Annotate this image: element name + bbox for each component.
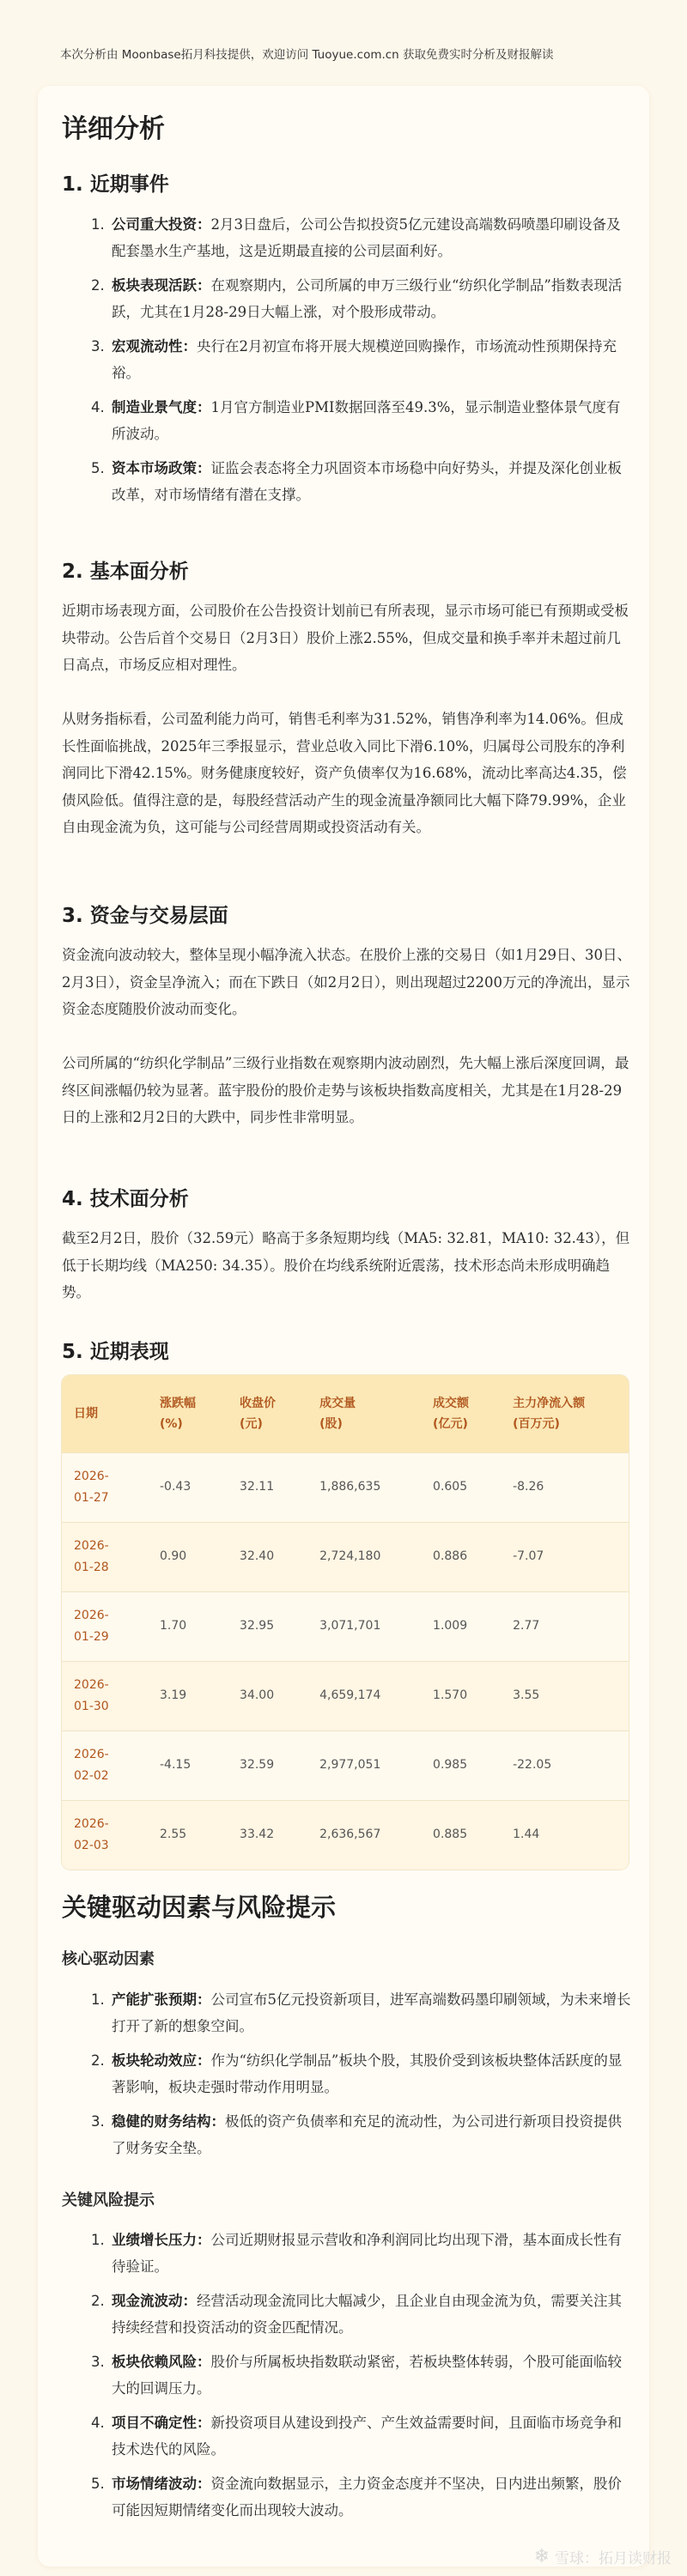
table-row: [62, 1591, 629, 1661]
list-item-key: 板块轮动效应：: [112, 2052, 211, 2069]
performance-table-wrapper: [62, 1375, 629, 1870]
table-cell-date: 2026- 01-30: [74, 1677, 109, 1713]
table-cell: 1.009: [433, 1619, 468, 1633]
list-item-key: 板块依赖风险：: [112, 2354, 211, 2370]
section-heading-technical: 4. 技术面分析: [62, 1188, 189, 1210]
list-number: 5.: [91, 460, 105, 476]
table-column-header: 主力净流入额 (百万元): [513, 1396, 586, 1431]
table-column-header: 成交量 (股): [319, 1396, 356, 1431]
list-number: 3.: [91, 338, 105, 355]
list-item-key: 宏观流动性：: [112, 338, 197, 355]
table-cell: 33.42: [240, 1827, 275, 1842]
list-item-key: 公司重大投资：: [112, 216, 211, 233]
list-item-text: 股价与所属板块指数联动紧密，若板块整体转弱，个股可能面临较大的回调压力。: [112, 2354, 622, 2397]
table-cell: 2.55: [160, 1827, 187, 1842]
table-row: [62, 1452, 629, 1522]
intro-text: 本次分析由 Moonbase拓月科技提供，欢迎访问 Tuoyue.com.cn 获取免费实时分析及财报解读: [60, 48, 554, 62]
table-cell: 1.570: [433, 1688, 468, 1702]
list-number: 1.: [91, 1991, 105, 2008]
table-cell: 3.19: [160, 1688, 187, 1702]
section-heading-fundamentals: 2. 基本面分析: [62, 561, 189, 583]
table-cell: 0.90: [160, 1549, 187, 1563]
table-column-header: 涨跌幅 (%): [160, 1396, 196, 1431]
footer-brand: [534, 2546, 672, 2567]
list-item-key: 稳健的财务结构：: [112, 2113, 225, 2130]
list-number: 1.: [91, 2232, 105, 2248]
table-row: [62, 1522, 629, 1591]
recent-event-item: [82, 333, 632, 386]
list-item-key: 项目不确定性：: [112, 2415, 211, 2431]
table-cell: -22.05: [513, 1758, 552, 1772]
page-title: 详细分析: [62, 114, 165, 144]
table-cell-date: 2026- 01-27: [74, 1469, 109, 1505]
table-cell: 0.885: [433, 1827, 468, 1842]
risk-item: [82, 2349, 632, 2402]
recent-event-item: [82, 394, 632, 447]
section-heading-capital: 3. 资金与交易层面: [62, 905, 228, 927]
table-row: [62, 1800, 629, 1870]
recent-events-list: [82, 211, 632, 516]
list-number: 3.: [91, 2113, 105, 2130]
list-item-text: 央行在2月初宣布将开展大规模逆回购操作，市场流动性预期保持充裕。: [112, 338, 617, 381]
list-number: 4.: [91, 399, 105, 415]
list-number: 2.: [91, 2052, 105, 2069]
list-number: 2.: [91, 2293, 105, 2309]
risk-item: [82, 2409, 632, 2463]
table-cell: 32.40: [240, 1549, 275, 1563]
table-column-header: 日期: [74, 1406, 98, 1421]
list-item-key: 板块表现活跃：: [112, 277, 211, 294]
table-cell: 2.77: [513, 1619, 540, 1633]
risks-list: [82, 2227, 632, 2531]
table-cell-date: 2026- 02-03: [74, 1816, 109, 1852]
table-cell: 34.00: [240, 1688, 275, 1702]
table-cell-date: 2026- 01-28: [74, 1538, 109, 1574]
drivers-list: [82, 1986, 632, 2169]
capital-paragraph-1: 资金流向波动较大，整体呈现小幅净流入状态。在股价上涨的交易日（如1月29日、30日、2月3日），资金呈净流入；而在下跌日（如2月2日），则出现超过2200万元的净流出，显示资金态度随股价波动而变化。: [62, 947, 631, 1017]
list-item-key: 业绩增长压力：: [112, 2232, 211, 2248]
list-number: 2.: [91, 277, 105, 294]
risks-heading: 关键风险提示: [62, 2191, 155, 2209]
driver-item: [82, 2047, 632, 2100]
table-cell: 1.44: [513, 1827, 540, 1842]
table-column-header: 成交额 (亿元): [433, 1396, 470, 1431]
table-row: [62, 1730, 629, 1800]
drivers-heading: 核心驱动因素: [62, 1950, 155, 1968]
technical-paragraph: 截至2月2日，股价（32.59元）略高于多条短期均线（MA5: 32.81，MA10: 32.43），但低于长期均线（MA250: 34.35）。股价在均线系统附近震荡，技术形态尚未形成明确趋势。: [62, 1230, 630, 1300]
list-number: 4.: [91, 2415, 105, 2431]
table-cell-date: 2026- 01-29: [74, 1608, 109, 1644]
list-item-text: 经营活动现金流同比大幅减少，且企业自由现金流为负，需要关注其持续经营和投资活动的资金匹配情况。: [112, 2293, 622, 2336]
recent-event-item: [82, 455, 632, 508]
list-number: 1.: [91, 216, 105, 233]
list-item-text: 新投资项目从建设到投产、产生效益需要时间，且面临市场竞争和技术迭代的风险。: [112, 2415, 622, 2458]
list-item-text: 公司近期财报显示营收和净利润同比均出现下滑，基本面成长性有待验证。: [112, 2232, 622, 2275]
table-cell: 32.11: [240, 1480, 275, 1494]
table-cell: -7.07: [513, 1549, 544, 1563]
table-cell: 2,636,567: [319, 1827, 381, 1842]
section-heading-performance: 5. 近期表现: [62, 1341, 169, 1363]
list-number: 5.: [91, 2476, 105, 2492]
table-row: [62, 1661, 629, 1730]
table-cell: -0.43: [160, 1480, 192, 1494]
table-cell: 32.95: [240, 1619, 275, 1633]
snowball-logo-icon: ❄: [533, 2546, 550, 2567]
table-cell: 3.55: [513, 1688, 540, 1702]
fundamentals-paragraph-1: 近期市场表现方面，公司股价在公告投资计划前已有所表现，显示市场可能已有预期或受板块带动。公告后首个交易日（2月3日）股价上涨2.55%，但成交量和换手率并未超过前几日高点，市场反应相对理性。: [62, 603, 629, 673]
capital-paragraph-2: 公司所属的“纺织化学制品”三级行业指数在观察期内波动剧烈，先大幅上涨后深度回调，最终区间涨幅仍较为显著。蓝宇股份的股价走势与该板块指数高度相关，尤其是在1月28-29日的上涨和2月2日的大跌中，同步性非常明显。: [62, 1055, 629, 1125]
list-item-text: 极低的资产负债率和充足的流动性，为公司进行新项目投资提供了财务安全垫。: [112, 2113, 622, 2156]
list-item-text: 资金流向数据显示，主力资金态度并不坚决，日内进出频繁，股价可能因短期情绪变化而出现较大波动。: [112, 2476, 622, 2518]
table-header-row: [62, 1375, 629, 1452]
table-cell: -8.26: [513, 1480, 544, 1494]
risk-item: [82, 2227, 632, 2280]
list-item-key: 制造业景气度：: [112, 399, 211, 415]
table-cell: 0.605: [433, 1480, 468, 1494]
table-cell: 2,724,180: [319, 1549, 381, 1563]
list-item-text: 公司宣布5亿元投资新项目，进军高端数码墨印刷领域，为未来增长打开了新的想象空间。: [112, 1991, 631, 2034]
footer-brand-text: 雪球：拓月读财报: [555, 2550, 672, 2567]
list-item-text: 作为“纺织化学制品”板块个股，其股价受到该板块整体活跃度的显著影响，板块走强时带动作用明显。: [112, 2052, 623, 2095]
table-cell: 0.886: [433, 1549, 468, 1563]
table-cell: 1.70: [160, 1619, 187, 1633]
recent-event-item: [82, 211, 632, 264]
list-item-text: 1月官方制造业PMI数据回落至49.3%，显示制造业整体景气度有所波动。: [112, 399, 621, 442]
risk-section-title: 关键驱动因素与风险提示: [62, 1893, 337, 1922]
table-cell: 3,071,701: [319, 1619, 381, 1633]
table-cell: 0.985: [433, 1758, 468, 1772]
table-cell: 4,659,174: [319, 1688, 381, 1702]
list-item-key: 市场情绪波动：: [112, 2476, 211, 2492]
recent-event-item: [82, 272, 632, 325]
section-heading-recent-events: 1. 近期事件: [62, 173, 169, 196]
risk-item: [82, 2470, 632, 2524]
table-cell-date: 2026- 02-02: [74, 1747, 109, 1783]
list-item-text: 在观察期内，公司所属的申万三级行业“纺织化学制品”指数表现活跃，尤其在1月28-29日大幅上涨，对个股形成带动。: [112, 277, 623, 320]
table-cell: 1,886,635: [319, 1480, 381, 1494]
driver-item: [82, 1986, 632, 2040]
table-column-header: 收盘价 (元): [240, 1396, 277, 1431]
list-item-key: 资本市场政策：: [112, 460, 211, 476]
risk-item: [82, 2288, 632, 2341]
table-cell: -4.15: [160, 1758, 192, 1772]
list-number: 3.: [91, 2354, 105, 2370]
fundamentals-paragraph-2: 从财务指标看，公司盈利能力尚可，销售毛利率为31.52%，销售净利率为14.06%。但成长性面临挑战，2025年三季报显示，营业总收入同比下滑6.10%，归属母公司股东的净利润同比下滑42.15%。财务健康度较好，资产负债率仅为16.68%，流动比率高达4.35，偿债风险低。值得注意的是，每股经营活动产生的现金流量净额同比大幅下降79.99%，企业自由现金流为负，这可能与公司经营周期或投资活动有关。: [62, 711, 627, 835]
performance-table: [62, 1375, 629, 1870]
list-item-text: 2月3日盘后，公司公告拟投资5亿元建设高端数码喷墨印刷设备及配套墨水生产基地，这是近期最直接的公司层面利好。: [112, 216, 621, 259]
list-item-text: 证监会表态将全力巩固资本市场稳中向好势头，并提及深化创业板改革，对市场情绪有潜在支撑。: [112, 460, 622, 503]
table-cell: 32.59: [240, 1758, 275, 1772]
list-item-key: 产能扩张预期：: [112, 1991, 211, 2008]
table-cell: 2,977,051: [319, 1758, 381, 1772]
driver-item: [82, 2108, 632, 2161]
table-body: [62, 1452, 629, 1870]
list-item-key: 现金流波动：: [112, 2293, 197, 2309]
